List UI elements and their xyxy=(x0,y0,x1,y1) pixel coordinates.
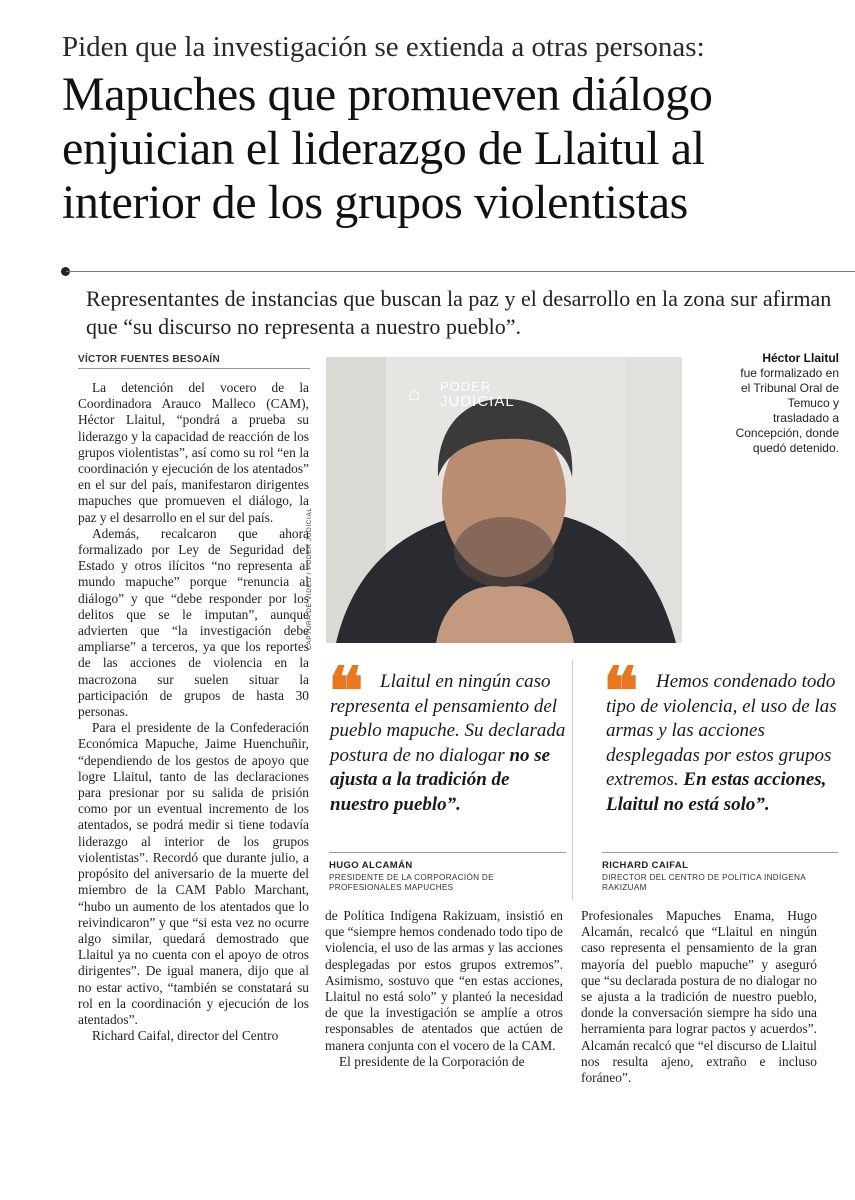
quote-author-name: HUGO ALCAMÁN xyxy=(329,860,413,871)
caption-name: Héctor Llaitul xyxy=(762,351,839,365)
courthouse-icon: ⌂ xyxy=(408,383,421,405)
quote-mark-icon: ❝ xyxy=(328,656,364,729)
caption-text: fue formalizado en el Tribunal Oral de Temuco y trasladado a Concepción, donde quedó detenido. xyxy=(735,366,839,455)
quote-bold: no se ajusta a la tradición de nuestro pueblo”. xyxy=(330,744,551,815)
pull-quote-1 xyxy=(328,656,566,818)
paragraph: Para el presidente de la Confederación Económica Mapuche, Jaime Huenchuñir, “dependiendo de los gestos de apoyo que logre Llaitul, tanto de las declaraciones para presionar por su salida de prisión como por un eventual incremento de los atentados, se podrá medir si tiene todavía liderazgo al interior de los grupos violentistas”. Recordó que durante julio, a propósito del aniversario de la muerte del miembro de la CAM Pablo Marchant, “hubo un aumento de los atentados que lo reivindicaron” y que “si esta vez no ocurre algo similar, quedará demostrado que Llaitul ya no cuenta con el apoyo de otros dirigentes”. De igual manera, dijo que al no estar activo, “también se constatará su rol en la coordinación y ejecución de los atentados”. xyxy=(78,720,309,1027)
body-column-1 xyxy=(78,380,309,1044)
body-column-3 xyxy=(581,908,817,1086)
article-byline: VÍCTOR FUENTES BESOAÍN xyxy=(78,354,220,365)
quote-mark-icon: ❝ xyxy=(603,656,639,729)
byline-divider xyxy=(78,368,310,369)
quote-author-role: DIRECTOR DEL CENTRO DE POLÍTICA INDÍGENA RAKIZUAM xyxy=(602,873,806,892)
quote-author-name: RICHARD CAIFAL xyxy=(602,860,689,871)
quote-author-role: PRESIDENTE DE LA CORPORACIÓN DE PROFESIONALES MAPUCHES xyxy=(329,873,494,892)
quote-regular: Hemos condenado todo tipo de violencia, el uso de las armas y las acciones desplegadas por estos grupos extremos. xyxy=(606,671,837,791)
quote-divider xyxy=(602,852,838,853)
paragraph: Profesionales Mapuches Enama, Hugo Alcamán, recalcó que “Llaitul en ningún caso representa el pensamiento de la gran mayoría del pueblo mapuche” y aseguró que “su declarada postura de no dialogar no se ajusta a la tradición de nuestro pueblo, donde la conversación siempre ha sido una herramienta para lograr pactos y acuerdos”. Alcamán recalcó que “el discurso de Llaitul nos resulta ajeno, extraño e incluso foráneo”. xyxy=(581,908,817,1086)
article-kicker: Piden que la investigación se extienda a otras personas: xyxy=(62,31,705,63)
quote-separator xyxy=(572,660,573,900)
paragraph: Richard Caifal, director del Centro xyxy=(92,1028,279,1044)
watermark-bottom: JUDICIAL xyxy=(440,393,515,410)
quote-divider xyxy=(329,852,566,853)
section-divider xyxy=(66,271,855,272)
photo-caption xyxy=(729,351,839,456)
watermark-top: PODER xyxy=(440,379,492,394)
news-photo xyxy=(326,357,682,643)
paragraph: La detención del vocero de la Coordinadora Arauco Malleco (CAM), Héctor Llaitul, “pondrá a prueba su liderazgo y la capacidad de reacción de los grupos violentistas”, así como su rol “en la coordinación y ejecución de los atentados” en el sur del país, manifestaron dirigentes mapuches que promueven el diálogo, la paz y el desarrollo en el sur del país. xyxy=(78,380,309,525)
quote-regular: Llaitul en ningún caso representa el pensamiento del pueblo mapuche. Su declarada postura de no dialogar xyxy=(330,671,566,766)
article-headline: Mapuches que promueven diálogo enjuician el liderazgo de Llaitul al interior de los grupos violentistas xyxy=(62,68,713,229)
body-column-2 xyxy=(325,908,563,1070)
photo-credit: CAPTURA DE VIDEO / PODER JUDICIAL xyxy=(306,507,313,650)
pull-quote-2 xyxy=(606,670,842,818)
paragraph: El presidente de la Corporación de xyxy=(339,1053,525,1069)
article-deck: Representantes de instancias que buscan la paz y el desarrollo en la zona sur afirman que “su discurso no representa a nuestro pueblo”. xyxy=(86,286,832,339)
paragraph: Además, recalcaron que ahora formalizado por Ley de Seguridad del Estado y otros ilícitos “no representa al mundo mapuche” porque “renuncia al diálogo” y que “debe responder por los delitos que se le imputan”, aunque advierten que “la investigación debe ampliarse” a terceros, ya que los reportes de las acciones de violencia en la macrozona sur suelen situar la participación de grupos de hasta 30 personas. xyxy=(78,525,309,720)
quote-bold: En estas acciones, Llaitul no está solo”. xyxy=(606,769,827,815)
paragraph: de Política Indígena Rakizuam, insistió en que “siempre hemos condenado todo tipo de violencia, el uso de las armas y las acciones desplegadas por estos grupos extremos”. Asimismo, sostuvo que “en estas acciones, Llaitul no está solo” y planteó la necesidad de que la investigación se amplíe a otros responsables de atentados que actúen de manera conjunta con el vocero de la CAM. xyxy=(325,908,563,1053)
